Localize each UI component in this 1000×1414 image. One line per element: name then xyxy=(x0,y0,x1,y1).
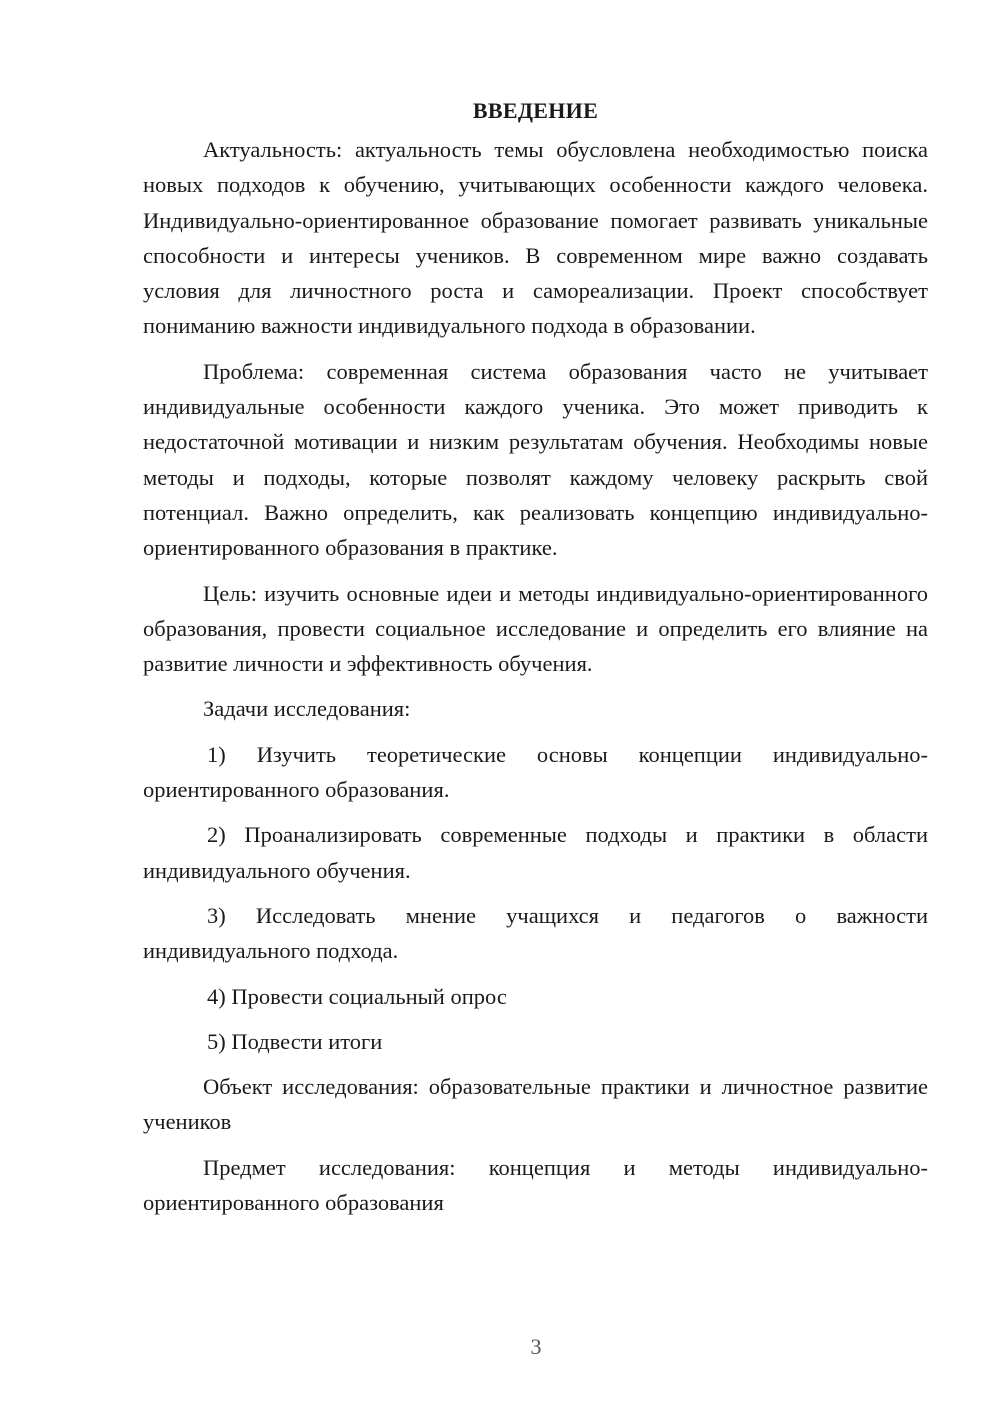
task-item xyxy=(143,898,928,969)
problem-paragraph: Проблема: современная система образования часто не учитывает индивидуальные особенности каждого ученика. Это может приводить к недостаточной мотивации и низким результатам обучения. Необходимы новые методы и подходы, которые позволят каждому человеку раскрыть свой потенциал. Важно определить, как реализовать концепцию индивидуально-ориентированного образования в практике. xyxy=(143,358,928,561)
task-number: 4) xyxy=(207,983,226,1009)
object-paragraph: Объект исследования: образовательные практики и личностное развитие учеников xyxy=(143,1074,928,1135)
task-text: Проанализировать современные подходы и практики в области индивидуального обучения. xyxy=(143,822,929,883)
task-text: Провести социальный опрос xyxy=(231,983,507,1009)
subject-paragraph: Предмет исследования: концепция и методы индивидуально-ориентированного образования xyxy=(143,1154,928,1216)
page-number: 3 xyxy=(530,1334,542,1359)
task-item xyxy=(143,1024,928,1059)
task-text: Исследовать мнение учащихся и педагогов о важности индивидуального подхода. xyxy=(143,902,929,964)
tasks-heading: Задачи исследования: xyxy=(203,696,411,722)
task-item xyxy=(143,817,928,888)
task-number: 1) xyxy=(207,741,226,767)
task-text: Подвести итоги xyxy=(231,1028,383,1054)
task-item xyxy=(143,737,928,808)
tasks-list xyxy=(143,737,928,1059)
task-number: 5) xyxy=(207,1028,226,1054)
task-number: 2) xyxy=(207,822,226,848)
task-number: 3) xyxy=(207,902,226,928)
task-text: Изучить теоретические основы концепции индивидуально-ориентированного образования. xyxy=(143,741,928,803)
relevance-paragraph: Актуальность: актуальность темы обусловлена необходимостью поиска новых подходов к обучению, учитывающих особенности каждого человека. Индивидуально-ориентированное образование помогает развивать уникальные способности и интересы учеников. В современном мире важно создавать условия для личностного роста и самореализации. Проект способствует пониманию важности индивидуального подхода в образовании. xyxy=(143,137,928,339)
document-page xyxy=(143,96,928,1230)
goal-paragraph: Цель: изучить основные идеи и методы индивидуально-ориентированного образования, провести социальное исследование и определить его влияние на развитие личности и эффективность обучения. xyxy=(143,580,928,677)
task-item xyxy=(143,979,928,1014)
page-title: ВВЕДЕНИЕ xyxy=(472,98,599,123)
